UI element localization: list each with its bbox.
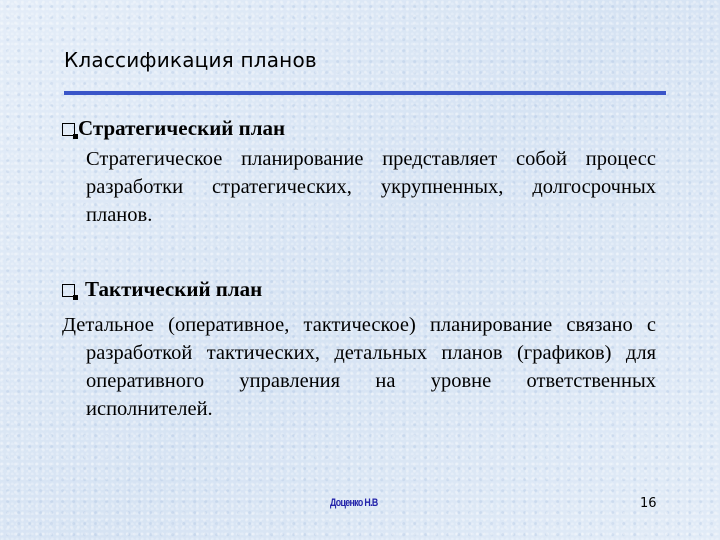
page-number: 16 xyxy=(640,496,657,511)
section-text-tactical: Детальное (оперативное, тактическое) планирование связано с разработкой тактических, детальных планов (графиков) для оперативного управления на уровне ответственных исполнителей. xyxy=(62,314,656,420)
section-heading-label: Стратегический план xyxy=(78,116,286,140)
checkbox-bullet-icon xyxy=(62,123,75,136)
section-heading-strategic xyxy=(62,116,285,141)
section-heading-label: Тактический план xyxy=(85,277,263,301)
title-divider xyxy=(64,91,666,95)
section-text-strategic: Стратегическое планирование представляет собой процесс разработки стратегических, укрупненных, долгосрочных планов. xyxy=(86,148,656,226)
checkbox-bullet-icon xyxy=(62,284,75,297)
section-heading-tactical xyxy=(62,277,262,302)
slide-title: Классификация планов xyxy=(64,48,317,72)
footer-author: Доценко Н.В xyxy=(330,497,378,509)
